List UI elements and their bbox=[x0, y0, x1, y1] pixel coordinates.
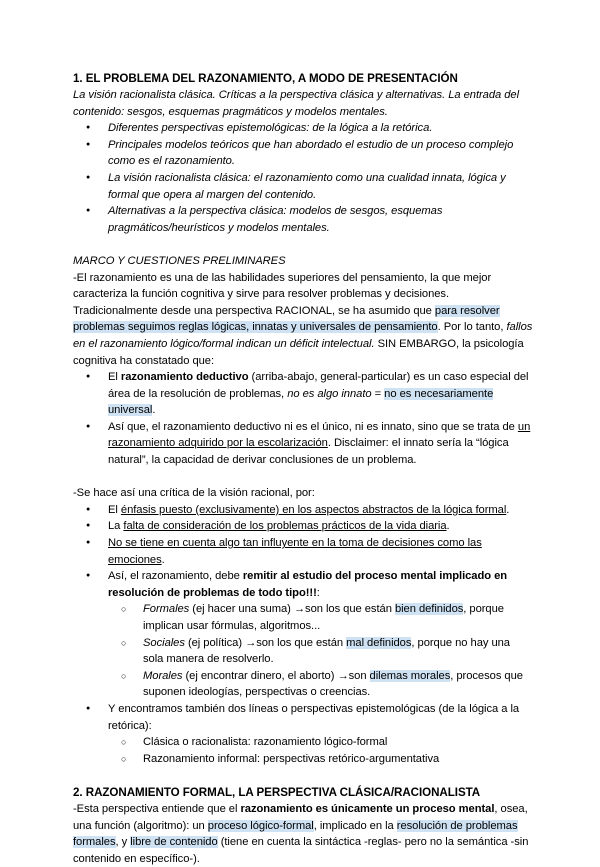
text: Así, el razonamiento, debe bbox=[108, 570, 243, 583]
italic-text: fallos en el razonamiento lógico/formal indican un déficit intelectual. bbox=[73, 321, 533, 350]
text: . bbox=[506, 503, 510, 516]
section1-heading: 1. EL PROBLEMA DEL RAZONAMIENTO, A MODO DE PRESENTACIÓN bbox=[73, 72, 458, 85]
document-page bbox=[73, 70, 533, 867]
list-item: ● Alternativas a la perspectiva clásica: modelos de sesgos, esquemas pragmáticos/heurísticos y modelos mentales. bbox=[73, 203, 533, 236]
underlined-text: un razonamiento adquirido por la escolarización bbox=[108, 420, 531, 450]
italic-term: Morales bbox=[143, 669, 183, 682]
underlined-text: No se tiene en cuenta algo tan influyente en la toma de decisiones como las emociones bbox=[108, 537, 482, 566]
marco-bullet-list bbox=[73, 369, 533, 469]
text: SIN EMBARGO, la psicología cognitiva ha constatado que: bbox=[73, 337, 524, 367]
marco-paragraph bbox=[73, 270, 533, 370]
text: Y encontramos también dos líneas o perspectivas epistemológicas (de la lógica a la retórica): bbox=[108, 702, 520, 732]
text: : bbox=[316, 586, 320, 599]
highlight: dilemas morales bbox=[369, 669, 451, 682]
text: = bbox=[371, 387, 385, 400]
text: El bbox=[108, 371, 121, 384]
highlight: para resolver problemas seguimos reglas lógicas, innatas y universales de pensamiento bbox=[73, 304, 500, 334]
list-item bbox=[73, 635, 533, 668]
critica-bullet-list bbox=[73, 502, 533, 768]
spacer bbox=[73, 236, 533, 253]
bold-term: razonamiento deductivo bbox=[120, 371, 249, 384]
text: (ej hacer una suma) →son los que están bbox=[189, 603, 395, 616]
highlight: bien definidos bbox=[394, 603, 464, 616]
highlight: proceso lógico-formal bbox=[207, 819, 314, 832]
bold-text: razonamiento es únicamente un proceso mental bbox=[240, 802, 495, 815]
text: -El razonamiento es una de las habilidades superiores del pensamiento, la que mejor caracteriza la función cognitiva y sirve para resolver problemas y decisiones. Tradicionalmente desde una perspectiva RACIONAL, se ha asumido que bbox=[73, 271, 492, 317]
list-item bbox=[73, 502, 533, 519]
list-item bbox=[73, 535, 533, 568]
list-item bbox=[73, 701, 533, 767]
perspectives-list bbox=[108, 734, 533, 767]
list-item bbox=[73, 518, 533, 535]
list-item bbox=[73, 568, 533, 701]
text: (arriba-abajo, general-particular) es un caso especial del área de la resolución de problemas, bbox=[108, 371, 529, 400]
text: , procesos que suponen ideologías, perspectivas o creencias. bbox=[143, 669, 523, 699]
text: El bbox=[108, 503, 121, 516]
underlined-text: falta de consideración de los problemas prácticos de la vida diaria bbox=[123, 520, 447, 533]
text: (ej encontrar dinero, el aborto) →son bbox=[182, 669, 370, 682]
list-item bbox=[73, 369, 533, 419]
section2-paragraph bbox=[73, 801, 533, 867]
italic-term: Formales bbox=[143, 603, 190, 616]
section1-intro: La visión racionalista clásica. Críticas a la perspectiva clásica y alternativas. La entrada del contenido: sesgos, esquemas pragmáticos y modelos mentales. bbox=[73, 89, 520, 118]
text: La bbox=[108, 520, 124, 533]
text: (ej política) →son los que están bbox=[184, 636, 347, 649]
text: Así que, el razonamiento deductivo ni es el único, ni es innato, sino que se trata de bbox=[108, 420, 518, 433]
text: . Por lo tanto, bbox=[437, 321, 507, 334]
text: , porque no hay una sola manera de resolverlo. bbox=[143, 636, 510, 666]
section1-bullet-list bbox=[73, 120, 533, 236]
text: , osea, una función (algoritmo): un bbox=[73, 802, 528, 832]
section2-heading: 2. RAZONAMIENTO FORMAL, LA PERSPECTIVA CLÁSICA/RACIONALISTA bbox=[73, 785, 481, 799]
list-item: ○ Razonamiento informal: perspectivas retórico-argumentativa bbox=[73, 751, 533, 768]
bold-text: remitir al estudio del proceso mental implicado en resolución de problemas de todo tipo!!! bbox=[108, 570, 508, 599]
text: . bbox=[446, 520, 450, 533]
text: . Disclaimer: el innato sería la “lógica natural”, la capacidad de derivar conclusiones de un problema. bbox=[108, 437, 509, 467]
text: . bbox=[152, 404, 156, 417]
problem-types-list bbox=[108, 601, 533, 701]
text: -Esta perspectiva entiende que el bbox=[73, 802, 241, 815]
list-item: ● Diferentes perspectivas epistemológicas: de la lógica a la retórica. bbox=[73, 120, 533, 137]
spacer bbox=[73, 767, 533, 784]
highlight: mal definidos bbox=[346, 636, 412, 649]
list-item bbox=[73, 419, 533, 469]
list-item bbox=[73, 601, 533, 634]
text: , porque implican usar fórmulas, algoritmos... bbox=[143, 603, 504, 632]
list-item: ● Principales modelos teóricos que han abordado el estudio de un proceso complejo como es el razonamiento. bbox=[73, 137, 533, 170]
critica-intro: -Se hace así una crítica de la visión racional, por: bbox=[73, 487, 315, 500]
highlight: resolución de problemas formales bbox=[73, 819, 518, 849]
italic-term: Sociales bbox=[143, 636, 185, 649]
text: , implicado en la bbox=[313, 819, 397, 832]
marco-heading: MARCO Y CUESTIONES PRELIMINARES bbox=[73, 254, 286, 267]
italic-text: no es algo innato bbox=[287, 387, 372, 400]
list-item: ○ Clásica o racionalista: razonamiento lógico-formal bbox=[73, 734, 533, 751]
highlight: no es necesariamente universal bbox=[108, 387, 494, 417]
text: (tiene en cuenta la sintáctica -reglas- pero no la semántica -sin contenido en específico-). bbox=[73, 836, 529, 865]
highlight: libre de contenido bbox=[130, 836, 218, 849]
text: . bbox=[161, 553, 165, 566]
list-item bbox=[73, 668, 533, 701]
text: , y bbox=[115, 836, 131, 849]
spacer bbox=[73, 469, 533, 486]
list-item: ● La visión racionalista clásica: el razonamiento como una cualidad innata, lógica y formal que opera al margen del contenido. bbox=[73, 170, 533, 203]
underlined-text: énfasis puesto (exclusivamente) en los aspectos abstractos de la lógica formal bbox=[120, 503, 507, 516]
